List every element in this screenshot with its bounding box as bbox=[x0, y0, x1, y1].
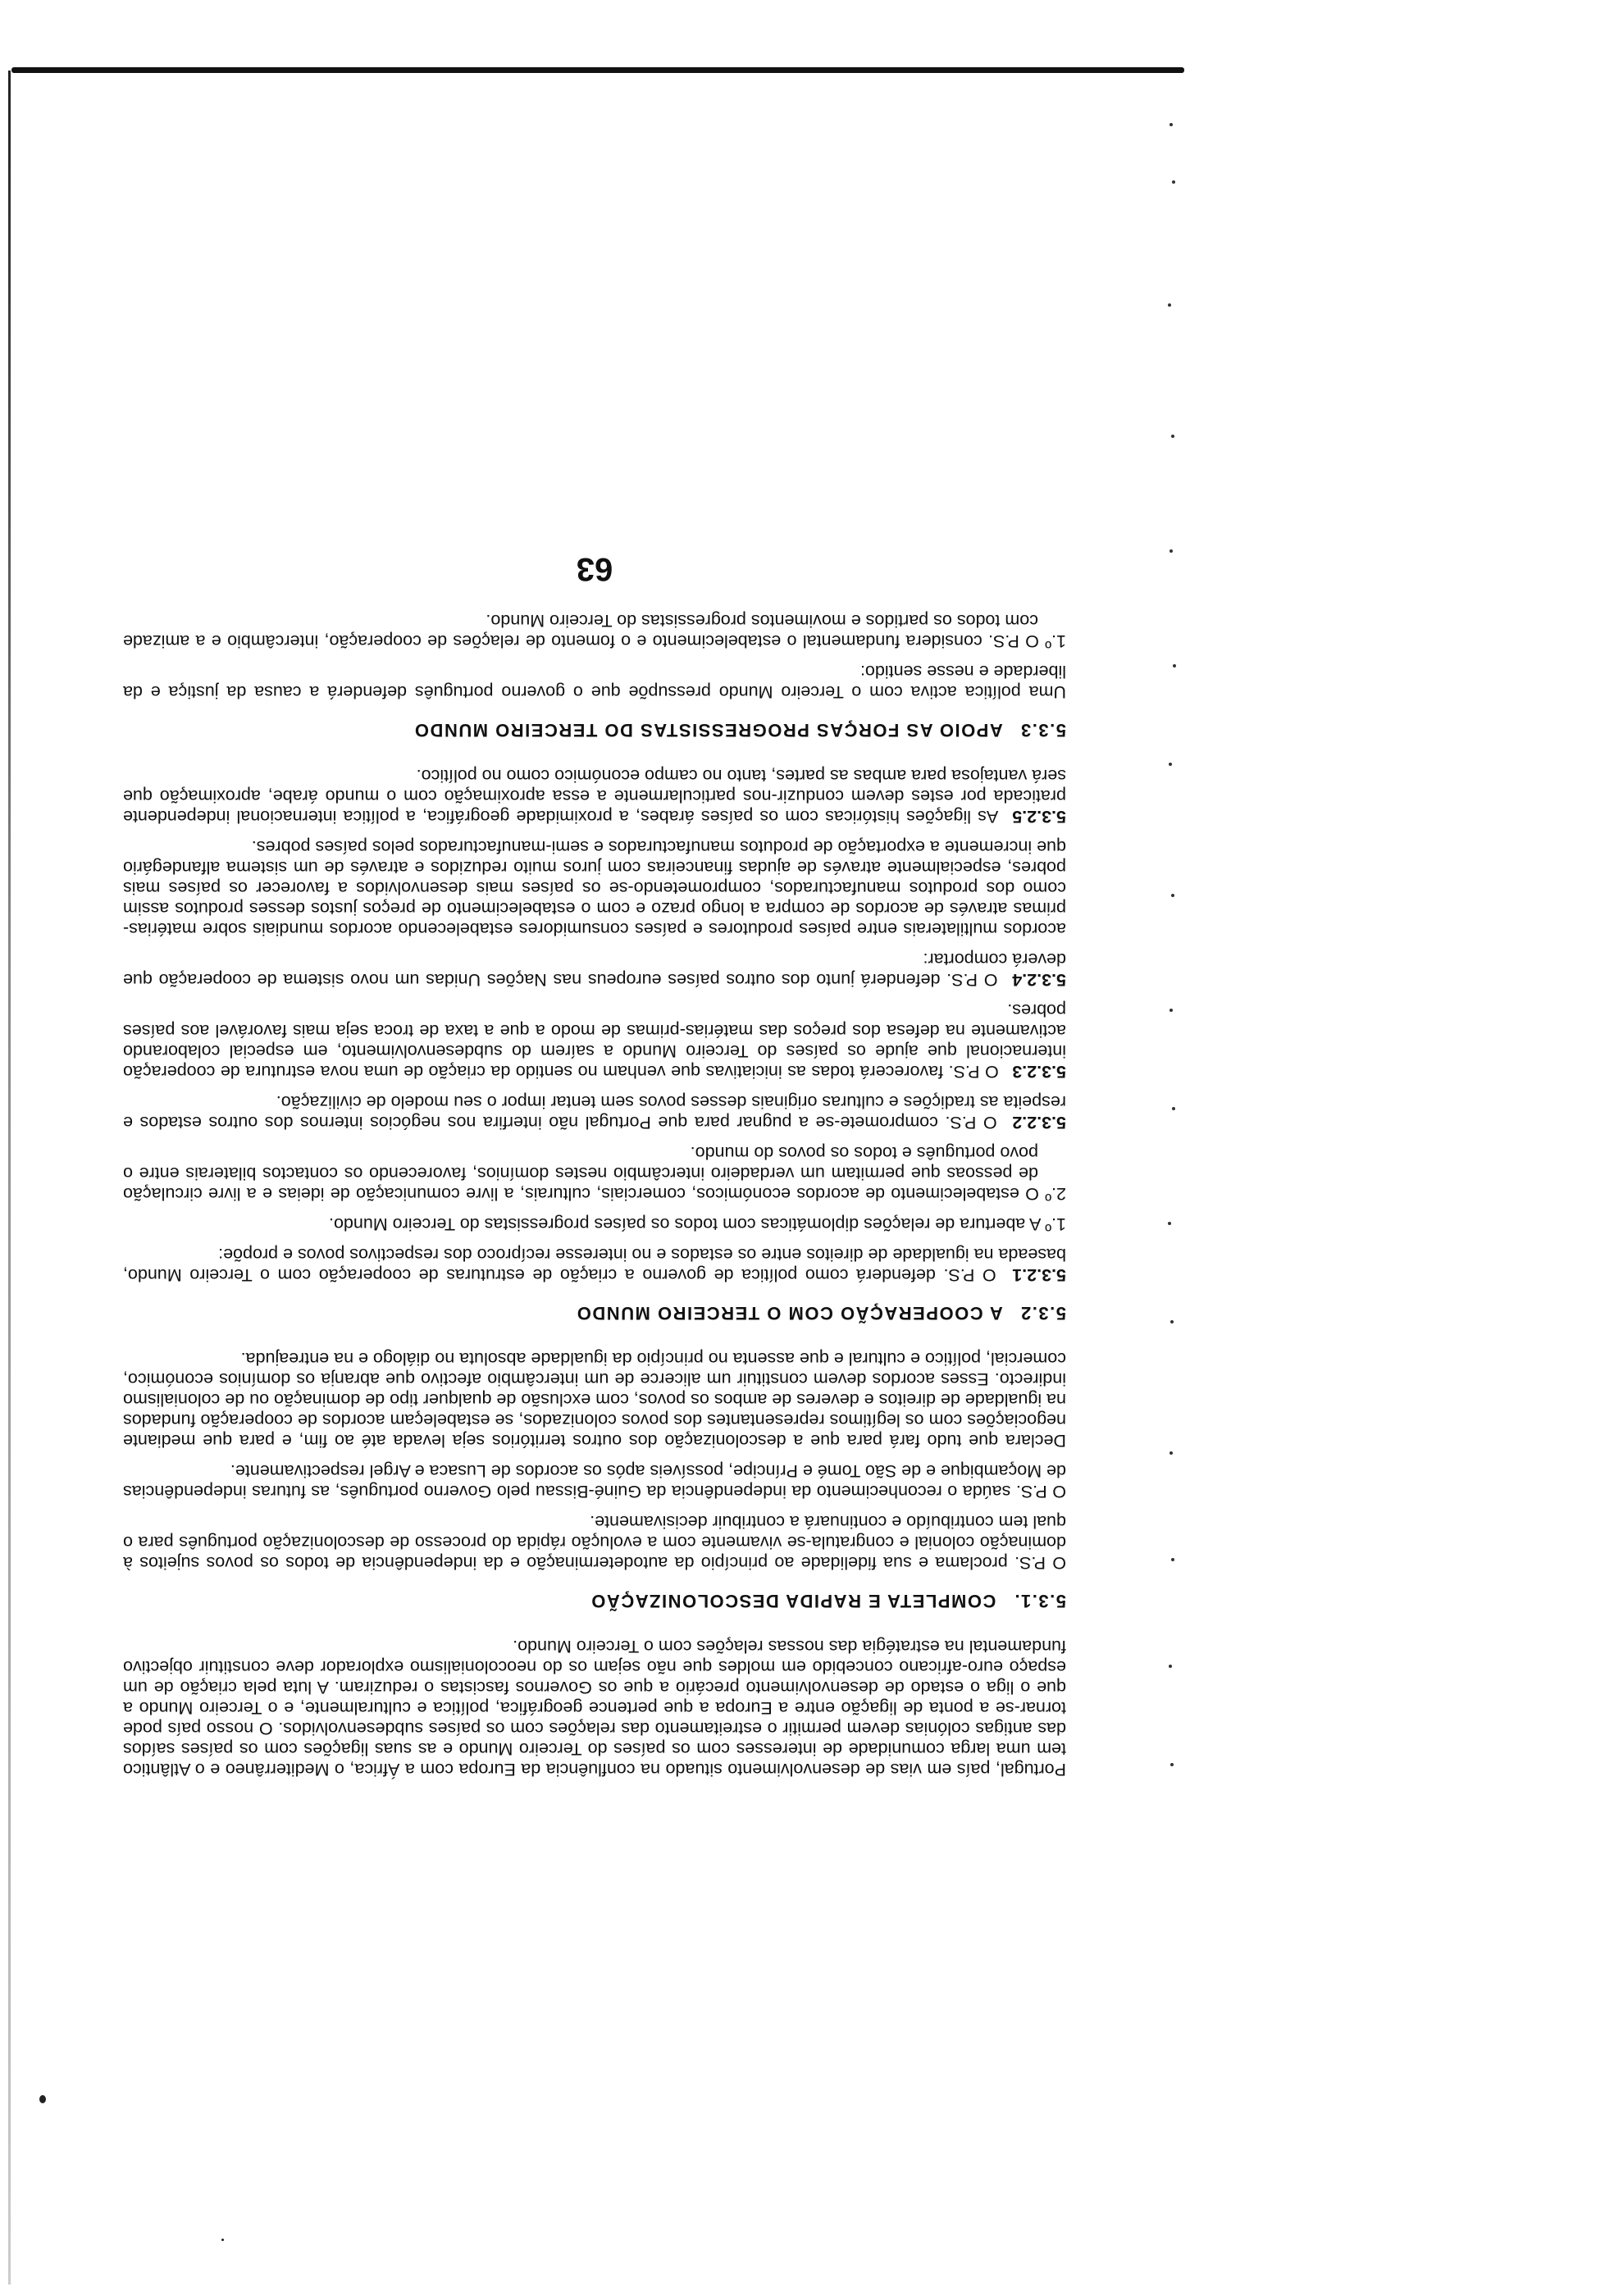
subsection-5-3-2-5 bbox=[123, 765, 1066, 827]
subsection-5-3-2-2 bbox=[123, 1091, 1066, 1132]
section-heading-5-3-2 bbox=[123, 1303, 1066, 1323]
section-number: 5.3.2 bbox=[1019, 1303, 1066, 1323]
left-edge-shadow bbox=[8, 71, 11, 2285]
subsection-text: O P.S. defenderá como política de governo a criação de estruturas de cooperação com o Terceiro Mundo, baseada na igualdade de direitos entre os estados e no interesse recíproco dos respectivos povos e propõe: bbox=[123, 1245, 1066, 1285]
subsection-text: O P.S. favorecerá todas as iniciativas que venham no sentido da criação de uma nova estrutura de cooperação internacional que ajude os países do Terceiro Mundo a saírem do subdesenvolvimento, em especial colaborando activamente na defesa dos preços das matérias-primas de modo a que a taxa de troca seja mais favorável aos países pobres. bbox=[123, 1000, 1066, 1082]
document-page bbox=[123, 139, 1066, 1779]
section-heading-5-3-1 bbox=[123, 1591, 1066, 1611]
list-item: 1.º O P.S. considera fundamental o estabelecimento e o fomento de relações de cooperação, intercâmbio e a amizade com todos os partidos e movimentos progressistas do Terceiro Mundo. bbox=[123, 611, 1066, 651]
list-item: 1.º A abertura de relações diplomáticas com todos os países progressistas do Terceiro Mundo. bbox=[329, 1214, 1066, 1234]
scan-speck bbox=[221, 2239, 224, 2241]
paragraph: O P.S. proclama e sua fidelidade ao princípio da autodeterminação e da independência de todos os povos sujeitos à dominação colonial e congratula-se vivamente com a evolução rápida do processo de descolonização português para o qual tem contribuído e continuará a contribuir decisivamente. bbox=[123, 1512, 1066, 1573]
paragraph: acordos multilaterais entre países produtores e países consumidores estabelecendo acordos mundiais sobre matérias-primas através de acordos de compra a longo prazo e com o estabelecimento de preços justos desses produtos assim como dos produtos manufacturados, comprometendo-se os países mais desenvolvidos a favorecer os países mais pobres, especialmente através de ajudas financeiras com juros muito reduzidos e através de um sistema alfandegário que incremente a exportação de produtos manufacturados e semi-manufacturados pelos países pobres. bbox=[123, 837, 1066, 939]
subsection-5-3-2-4 bbox=[123, 949, 1066, 990]
subsection-number: 5.3.2.1 bbox=[1012, 1265, 1066, 1285]
scan-speck bbox=[39, 2095, 46, 2103]
subsection-number: 5.3.2.2 bbox=[1012, 1113, 1066, 1132]
paragraph: Uma política activa com o Terceiro Mundo pressupõe que o governo português defenderá a causa da justiça e da liberdade e nesse sentido: bbox=[123, 662, 1066, 702]
subsection-number: 5.3.2.3 bbox=[1012, 1062, 1066, 1082]
subsection-5-3-2-3 bbox=[123, 1000, 1066, 1082]
subsection-number: 5.3.2.5 bbox=[1012, 807, 1066, 827]
subsection-number: 5.3.2.4 bbox=[1012, 970, 1066, 990]
list-item: 2.º O estabelecimento de acordos económicos, comerciais, culturais, a livre comunicação de ideias e a livre circulação de pessoas que permitam um verdadeiro intercâmbio nestes domínios, favorecendo os contactos bilaterais entre o povo português e todos os povos do mundo. bbox=[123, 1143, 1066, 1204]
right-margin-specks bbox=[1165, 90, 1181, 1894]
section-number: 5.3.3 bbox=[1019, 720, 1066, 740]
subsection-text: O P.S. compromete-se a pugnar para que Portugal não interfira nos negócios internos dos outros estados e respeita as tradições e culturas originais desses povos sem tentar impor o seu modelo de civilização. bbox=[123, 1092, 1066, 1132]
subsection-text: As ligações históricas com os países árabes, a proximidade geográfica, a política internacional independente praticada por estes devem conduzir-nos particularmente a essa aproximação com o mundo árabe, aproximação que será vantajosa para ambas as partes, tanto no campo económico como no político. bbox=[123, 766, 1066, 827]
section-title: COMPLETA E RAPIDA DESCOLONIZAÇÃO bbox=[590, 1591, 996, 1611]
paragraph: Declara que tudo fará para que a descolonização dos outros territórios seja levada até ao fim, e para que mediante negociações com os legítimos representantes dos povos colonizados, se estabeleçam acordos de cooperação fundados na igualdade de direitos e deveres de ambos os povos, com exclusão de qualquer tipo de dominação ou de colonialismo indirecto. Esses acordos devem constituir um alicerce de um intercâmbio afectivo que abranja os domínios económico, comercial, político e cultural e que assenta no princípio da igualdade absoluta no diálogo e na entreajuda. bbox=[123, 1349, 1066, 1451]
intro-paragraph: Portugal, país em vias de desenvolvimento situado na confluência da Europa com a África, o Mediterrâneo e o Atlântico tem uma larga comunidade de interesses com os países do Terceiro Mundo e as suas ligações com os países saídos das antigas colónias devem permitir o estreitamento das relações com os países subdesenvolvidos. O nosso país pode tornar-se a ponta de ligação entre a Europa a que pertence geográfica, política e culturalmente, e o Terceiro Mundo a que o liga o estado de desenvolvimento precário a que os Governos fascistas o reduziram. A luta pela criação de um espaço euro-africano concebido em moldes que não sejam os do neocolonialismo explorador deve constituir objectivo fundamental na estratégia das nossas relações com o Terceiro Mundo. bbox=[123, 1637, 1066, 1779]
subsection-5-3-2-1 bbox=[123, 1244, 1066, 1285]
subsection-text: O P.S. defenderá junto dos outros países europeus nas Nações Unidas um novo sistema de cooperação que deverá comportar: bbox=[123, 950, 1066, 990]
paragraph: O P.S. saúda o reconhecimento da independência da Guiné-Bissau pelo Governo português, as futuras independências de Moçambique e de São Tomé e Príncipe, possíveis após os acordos de Lusaca e Argel respectivamente. bbox=[123, 1461, 1066, 1501]
section-heading-5-3-3 bbox=[123, 720, 1066, 740]
section-number: 5.3.1. bbox=[1013, 1591, 1066, 1611]
top-border-line bbox=[11, 67, 1184, 73]
page-number: 63 bbox=[576, 551, 613, 587]
section-title: A COOPERAÇÃO COM O TERCEIRO MUNDO bbox=[576, 1303, 1003, 1323]
section-title: APOIO AS FORÇAS PROGRESSISTAS DO TERCEIRO MUNDO bbox=[413, 720, 1003, 740]
